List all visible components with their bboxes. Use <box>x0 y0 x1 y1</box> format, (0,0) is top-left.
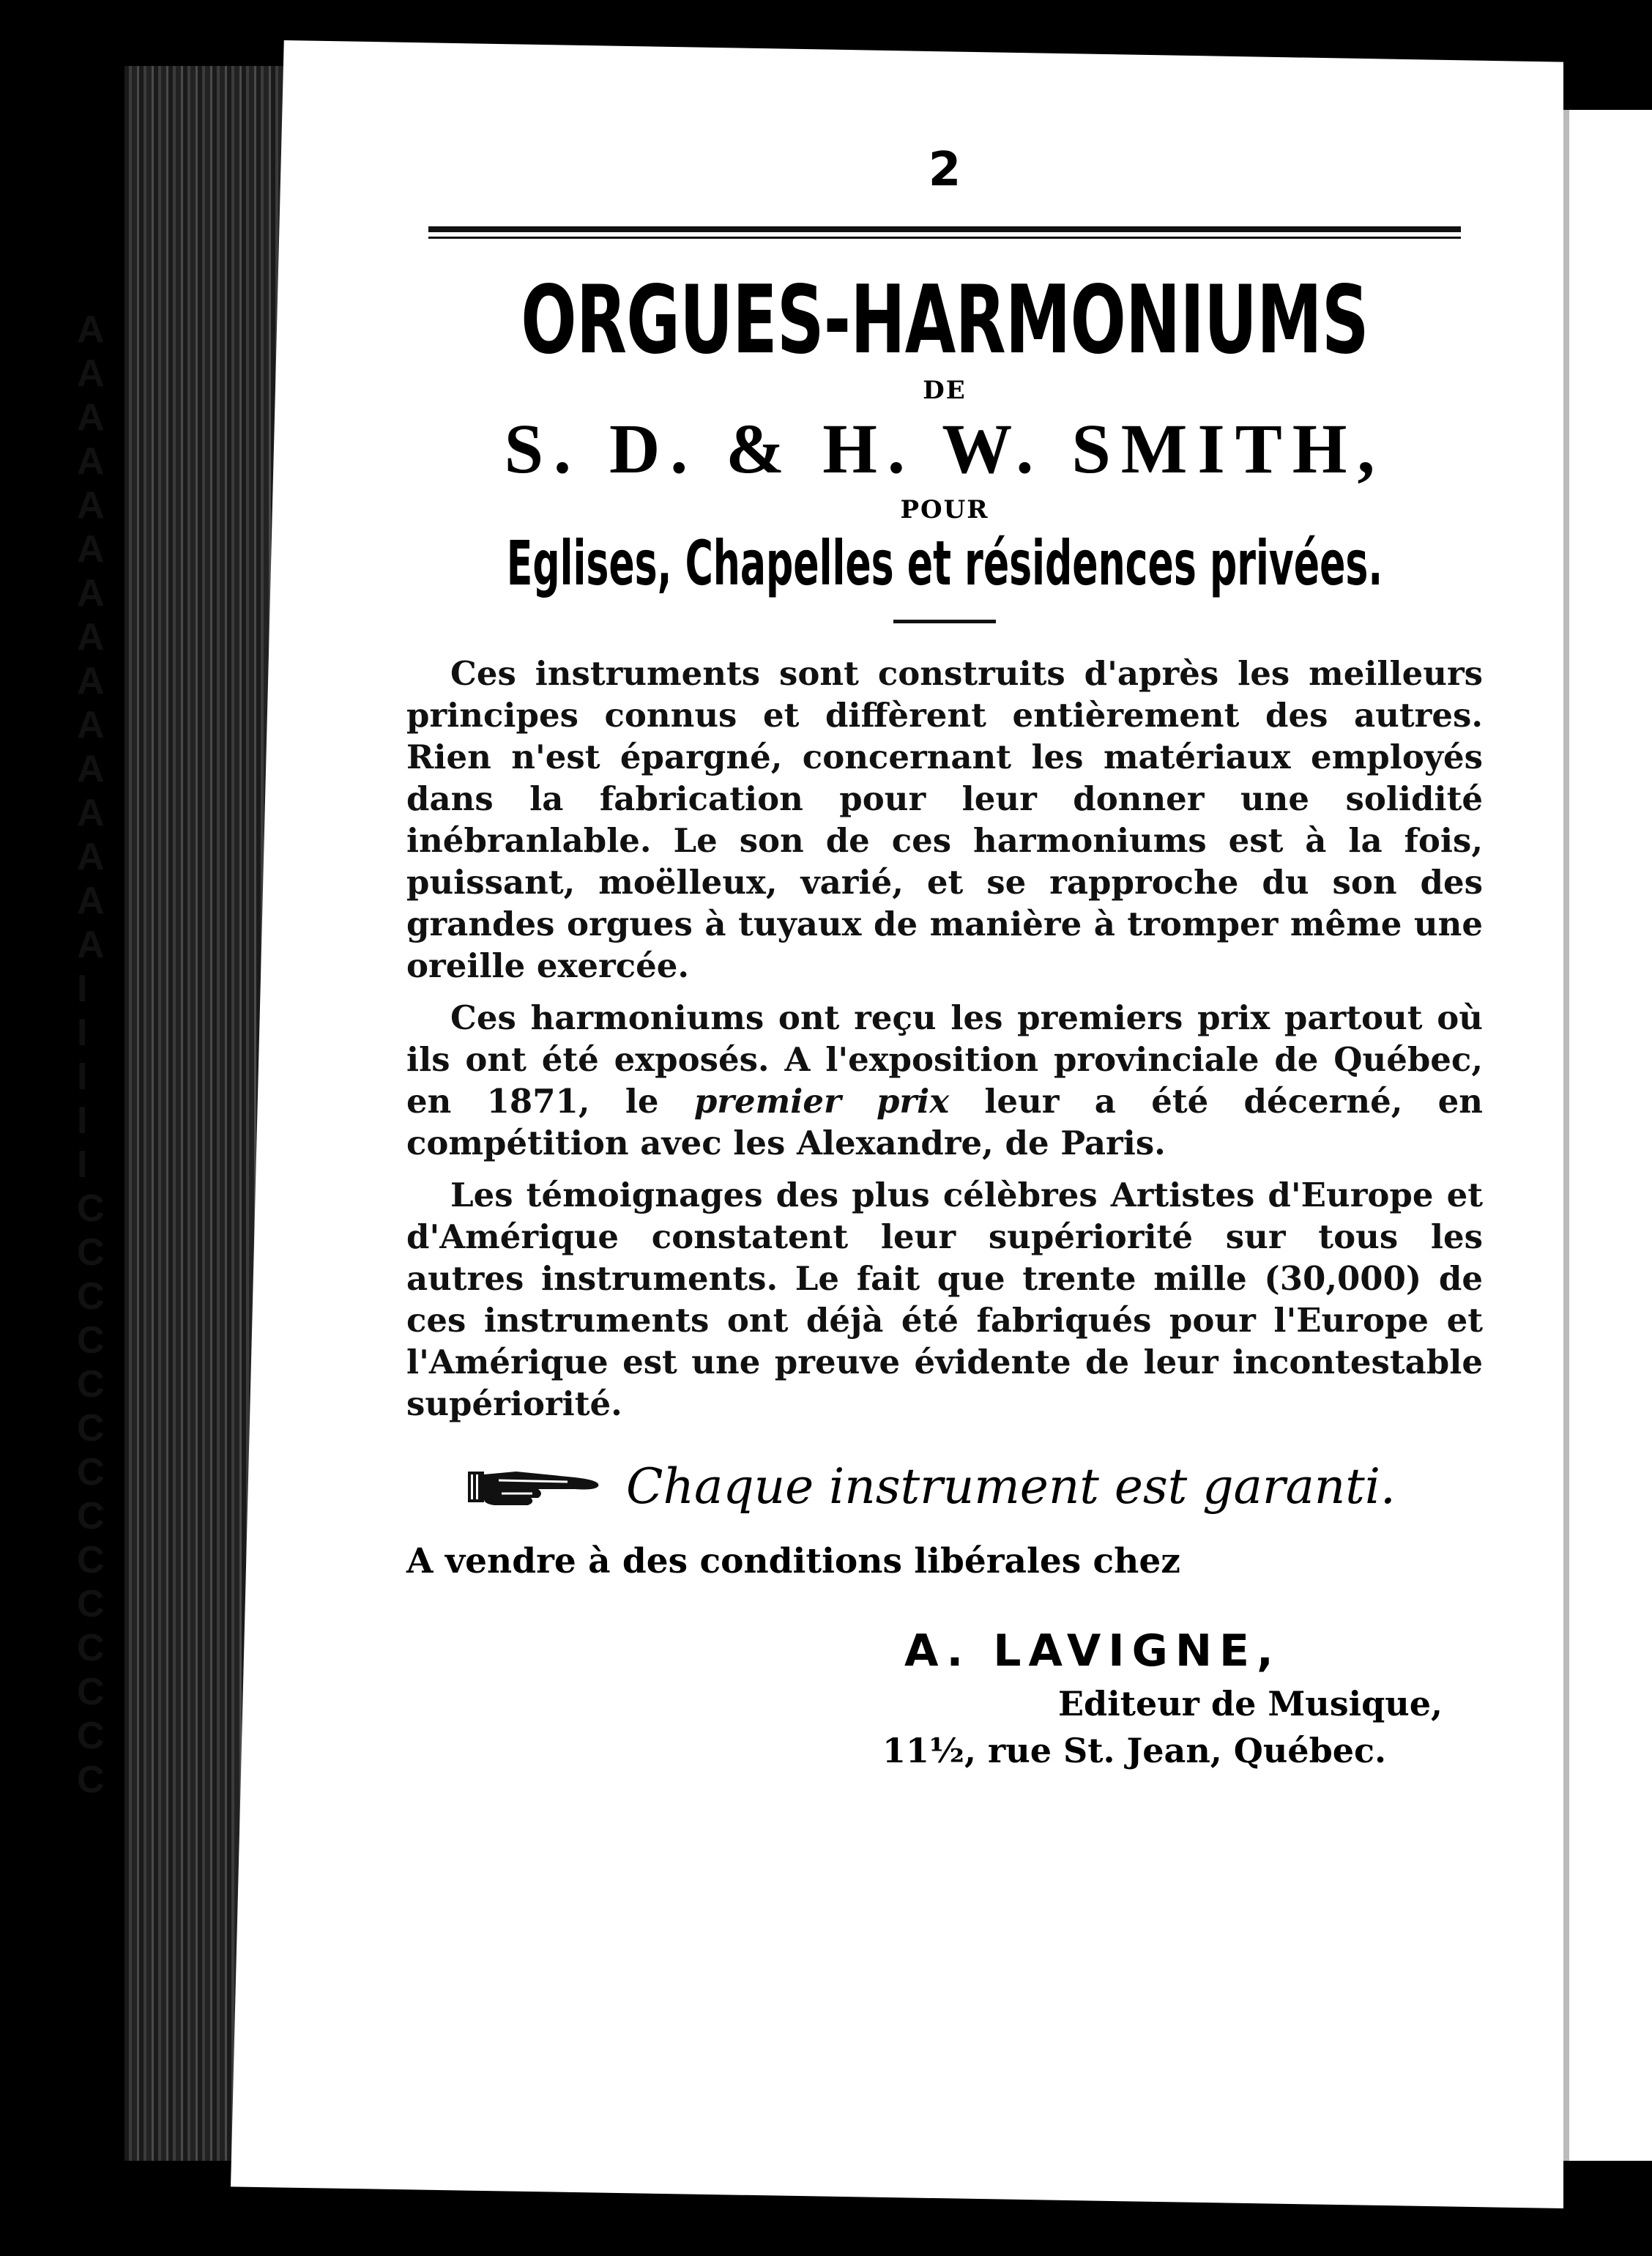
facing-page-letter: C <box>77 1627 105 1669</box>
facing-page-letter: A <box>77 440 105 483</box>
facing-page-letter: C <box>77 1759 105 1801</box>
facing-page-letter: C <box>77 1715 105 1757</box>
facing-page-letter: I <box>77 1012 88 1054</box>
paragraph-prizes <box>406 997 1483 1164</box>
seller-address: 11½, rue St. Jean, Québec. <box>882 1731 1387 1771</box>
facing-page-letter: A <box>77 748 105 790</box>
facing-page-letter: I <box>77 1055 88 1098</box>
facing-page-letter: A <box>77 572 105 615</box>
facing-page-letter: C <box>77 1319 105 1362</box>
header-rule-thick <box>428 226 1461 232</box>
facing-page-letter: C <box>77 1671 105 1713</box>
facing-page-letter: A <box>77 616 105 658</box>
facing-page-letter: A <box>77 308 105 351</box>
facing-page-letter: A <box>77 924 105 966</box>
facing-page-letter: C <box>77 1187 105 1230</box>
facing-page-letter: I <box>77 1143 88 1186</box>
facing-page-letter: C <box>77 1275 105 1318</box>
facing-page-letter: C <box>77 1407 105 1450</box>
facing-page-gutter <box>1563 110 1569 2161</box>
prize-italic: premier prix <box>693 1082 950 1121</box>
facing-page-letter: C <box>77 1451 105 1494</box>
facing-page-letter: A <box>77 660 105 702</box>
guarantee-text: Chaque instrument est garanti. <box>626 1458 1396 1515</box>
facing-page-letter: A <box>77 704 105 746</box>
facing-page-letter: C <box>77 1583 105 1625</box>
facing-page-letter: A <box>77 836 105 878</box>
ad-subtitle: Eglises, Chapelles et résidences privées. <box>506 527 1383 600</box>
pointing-hand-icon <box>465 1461 604 1513</box>
prize-text-start: Ces harmoniums ont reçu les premiers prix partout où ils ont été exposés. A l'exposition provinciale de Québec, en 1871, le <box>406 998 1483 1121</box>
facing-page-letter: A <box>77 396 105 439</box>
section-divider <box>893 620 996 623</box>
page-number: 2 <box>928 143 961 197</box>
prize-text-end: leur a été décerné, en compétition avec les Alexandre, de Paris. <box>406 1082 1484 1163</box>
facing-page-letter: A <box>77 528 105 571</box>
ad-title: ORGUES-HARMONIUMS <box>521 266 1369 375</box>
facing-page-edge <box>1563 110 1652 2161</box>
header-rule-thin <box>428 237 1461 239</box>
advertisement <box>406 143 1483 1770</box>
facing-page-letter: C <box>77 1231 105 1274</box>
guarantee-line <box>465 1458 1483 1515</box>
facing-page-letter: I <box>77 1099 88 1142</box>
paragraph-testimonials: Les témoignages des plus célèbres Artistes d'Europe et d'Amérique constatent leur supériorité sur tous les autres instruments. Le fait que trente mille (30,000) de ces instruments ont déjà été fabriqués pour l'Europe et l'Amérique est une preuve évidente de leur incontestable supériorité. <box>406 1176 1483 1424</box>
facing-page-letter: A <box>77 484 105 527</box>
paragraph-construction: Ces instruments sont construits d'après les meilleurs principes connus et diffèrent entièrement des autres. Rien n'est épargné, concernant les matériaux employés dans la fabrication pour leur donner une solidité inébranlable. Le son de ces harmoniums est à la fois, puissant, moëlleux, varié, et se rapproche du son des grandes orgues à tuyaux de manière à tromper même une oreille exercée. <box>406 654 1483 986</box>
facing-page-letter: A <box>77 352 105 395</box>
facing-page-letter: C <box>77 1495 105 1537</box>
facing-page-letter: I <box>77 968 88 1010</box>
facing-page-letter: A <box>77 792 105 834</box>
title-connector-pour: POUR <box>900 495 989 525</box>
facing-page-letter: A <box>77 880 105 922</box>
facing-page-letters <box>77 308 106 1802</box>
sale-line: A vendre à des conditions libérales chez <box>406 1541 1180 1582</box>
seller-role: Editeur de Musique, <box>1058 1684 1443 1724</box>
title-connector-de: DE <box>923 376 967 406</box>
maker-name: S. D. & H. W. SMITH, <box>504 409 1385 489</box>
facing-page-letter: C <box>77 1539 105 1581</box>
facing-page-letter: C <box>77 1363 105 1406</box>
seller-name: A. LAVIGNE, <box>904 1625 1281 1677</box>
